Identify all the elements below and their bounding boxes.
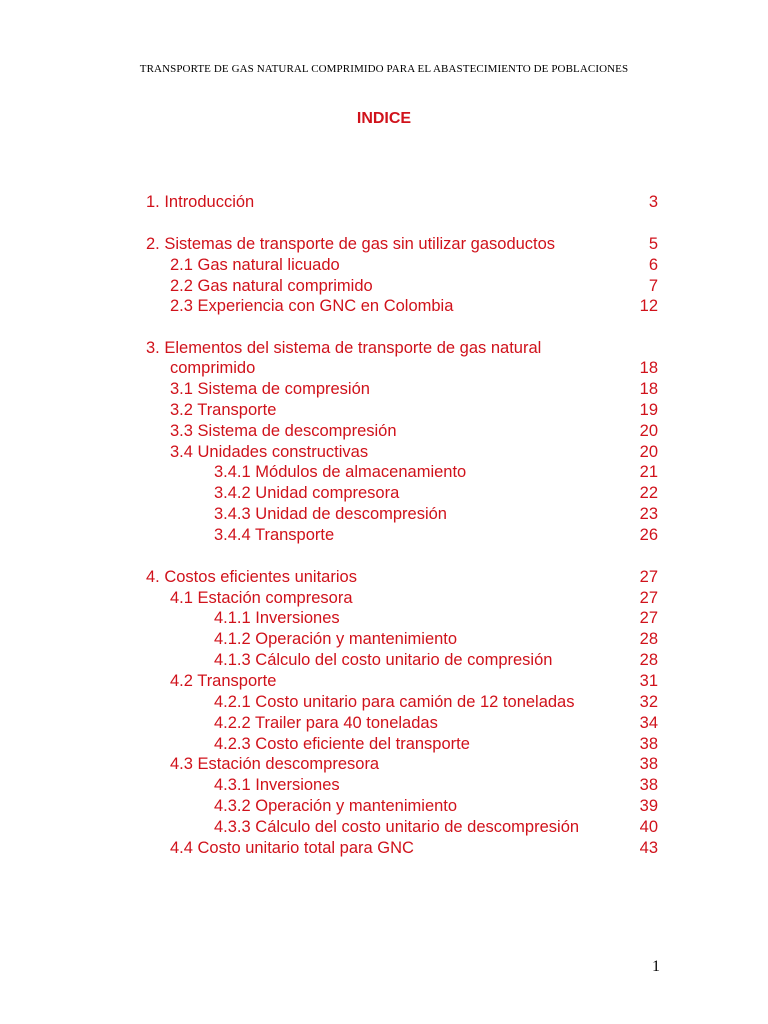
- toc-entry[interactable]: [146, 650, 658, 671]
- toc-entry[interactable]: [146, 567, 658, 588]
- toc-entry-text: 3.4 Unidades constructivas: [170, 443, 369, 461]
- toc-entry-page: 18: [639, 380, 658, 398]
- toc-entry[interactable]: [146, 276, 658, 297]
- toc-entry[interactable]: [146, 421, 658, 442]
- toc-entry-page: 38: [639, 735, 658, 753]
- toc-entry[interactable]: [146, 234, 658, 255]
- toc-entry[interactable]: [146, 296, 658, 317]
- toc-entry-page: 28: [639, 630, 658, 648]
- toc-entry-page: 19: [639, 401, 658, 419]
- toc-entry-text: 4.2 Transporte: [170, 672, 277, 690]
- toc-entry-text: 3.1 Sistema de compresión: [170, 380, 370, 398]
- toc-entry[interactable]: [146, 671, 658, 692]
- running-header: TRANSPORTE DE GAS NATURAL COMPRIMIDO PARA EL ABASTECIMIENTO DE POBLACIONES: [139, 63, 629, 75]
- toc-entry-text: 3. Elementos del sistema de transporte de gas natural: [146, 339, 542, 357]
- toc-entry[interactable]: [146, 255, 658, 276]
- toc-entry-page: 34: [639, 714, 658, 732]
- page-number: 1: [652, 958, 660, 975]
- toc-entry[interactable]: [146, 692, 658, 713]
- toc-entry[interactable]: [146, 775, 658, 796]
- toc-entry[interactable]: [146, 338, 658, 359]
- toc-entry[interactable]: [146, 754, 658, 775]
- toc-entry[interactable]: [146, 504, 658, 525]
- toc-entry-page: 3: [648, 193, 658, 211]
- toc-entry-page: 20: [639, 422, 658, 440]
- toc-entry-text: 2. Sistemas de transporte de gas sin utilizar gasoductos: [146, 235, 556, 253]
- toc-entry-page: 27: [639, 609, 658, 627]
- toc-entry[interactable]: [146, 588, 658, 609]
- toc-entry-text: 4.4 Costo unitario total para GNC: [170, 839, 414, 857]
- toc-entry-page: 28: [639, 651, 658, 669]
- toc-entry[interactable]: [146, 838, 658, 859]
- toc-entry-text: 3.4.4 Transporte: [214, 526, 335, 544]
- toc-entry-text: 1. Introducción: [146, 193, 255, 211]
- toc-entry-text: 3.4.1 Módulos de almacenamiento: [214, 463, 467, 481]
- toc-entry-page: 5: [648, 235, 658, 253]
- toc-entry-page: 6: [648, 256, 658, 274]
- toc-entry[interactable]: [146, 713, 658, 734]
- toc-entry-text: 4.1.3 Cálculo del costo unitario de compresión: [214, 651, 553, 669]
- toc-entry-page: 40: [639, 818, 658, 836]
- toc-entry-page: 22: [639, 484, 658, 502]
- toc-entry-text: 2.2 Gas natural comprimido: [170, 277, 373, 295]
- toc-entry-text: 4.2.1 Costo unitario para camión de 12 toneladas: [214, 693, 575, 711]
- toc-entry-page: 38: [639, 776, 658, 794]
- toc-entry-text: 2.3 Experiencia con GNC en Colombia: [170, 297, 454, 315]
- toc-entry-page: 39: [639, 797, 658, 815]
- toc-entry-page: 18: [639, 359, 658, 377]
- toc-entry[interactable]: [146, 796, 658, 817]
- toc-entry-page: 20: [639, 443, 658, 461]
- toc-entry-text: 3.2 Transporte: [170, 401, 277, 419]
- toc-entry[interactable]: [146, 192, 658, 213]
- toc-entry[interactable]: [146, 400, 658, 421]
- toc-entry-page: 7: [648, 277, 658, 295]
- toc-entry-page: 12: [639, 297, 658, 315]
- toc-entry-text: comprimido: [170, 359, 256, 377]
- toc-entry[interactable]: [146, 442, 658, 463]
- toc-entry-text: 4.3.3 Cálculo del costo unitario de descompresión: [214, 818, 580, 836]
- toc-entry-text: 4.1.1 Inversiones: [214, 609, 340, 627]
- toc-entry-page: 27: [639, 568, 658, 586]
- toc-entry-text: 4.3.1 Inversiones: [214, 776, 340, 794]
- toc-entry[interactable]: [146, 358, 658, 379]
- toc-entry-page: 31: [639, 672, 658, 690]
- toc-entry-page: 23: [639, 505, 658, 523]
- toc-entry-text: 3.4.3 Unidad de descompresión: [214, 505, 447, 523]
- toc-entry[interactable]: [146, 379, 658, 400]
- toc-entry[interactable]: [146, 734, 658, 755]
- toc-entry-text: 4. Costos eficientes unitarios: [146, 568, 357, 586]
- toc-entry-text: 4.3 Estación descompresora: [170, 755, 380, 773]
- toc-entry[interactable]: [146, 525, 658, 546]
- toc-entry-text: 3.4.2 Unidad compresora: [214, 484, 400, 502]
- toc-entry-page: 21: [639, 463, 658, 481]
- toc-entry-text: 4.1 Estación compresora: [170, 589, 353, 607]
- toc-entry-text: 3.3 Sistema de descompresión: [170, 422, 397, 440]
- toc-entry-text: 4.1.2 Operación y mantenimiento: [214, 630, 458, 648]
- toc-entry-text: 4.2.2 Trailer para 40 toneladas: [214, 714, 438, 732]
- toc-entry-text: 2.1 Gas natural licuado: [170, 256, 340, 274]
- toc-entry-page: 27: [639, 589, 658, 607]
- toc-entry-page: 43: [639, 839, 658, 857]
- toc-entry[interactable]: [146, 629, 658, 650]
- index-title: INDICE: [356, 110, 412, 127]
- toc-entry-page: 38: [639, 755, 658, 773]
- toc-entry[interactable]: [146, 462, 658, 483]
- toc-entry[interactable]: [146, 608, 658, 629]
- toc-entry[interactable]: [146, 483, 658, 504]
- toc-entry-page: 32: [639, 693, 658, 711]
- toc-entry-page: 26: [639, 526, 658, 544]
- toc-entry-text: 4.2.3 Costo eficiente del transporte: [214, 735, 470, 753]
- toc-entry-text: 4.3.2 Operación y mantenimiento: [214, 797, 458, 815]
- toc-entry[interactable]: [146, 817, 658, 838]
